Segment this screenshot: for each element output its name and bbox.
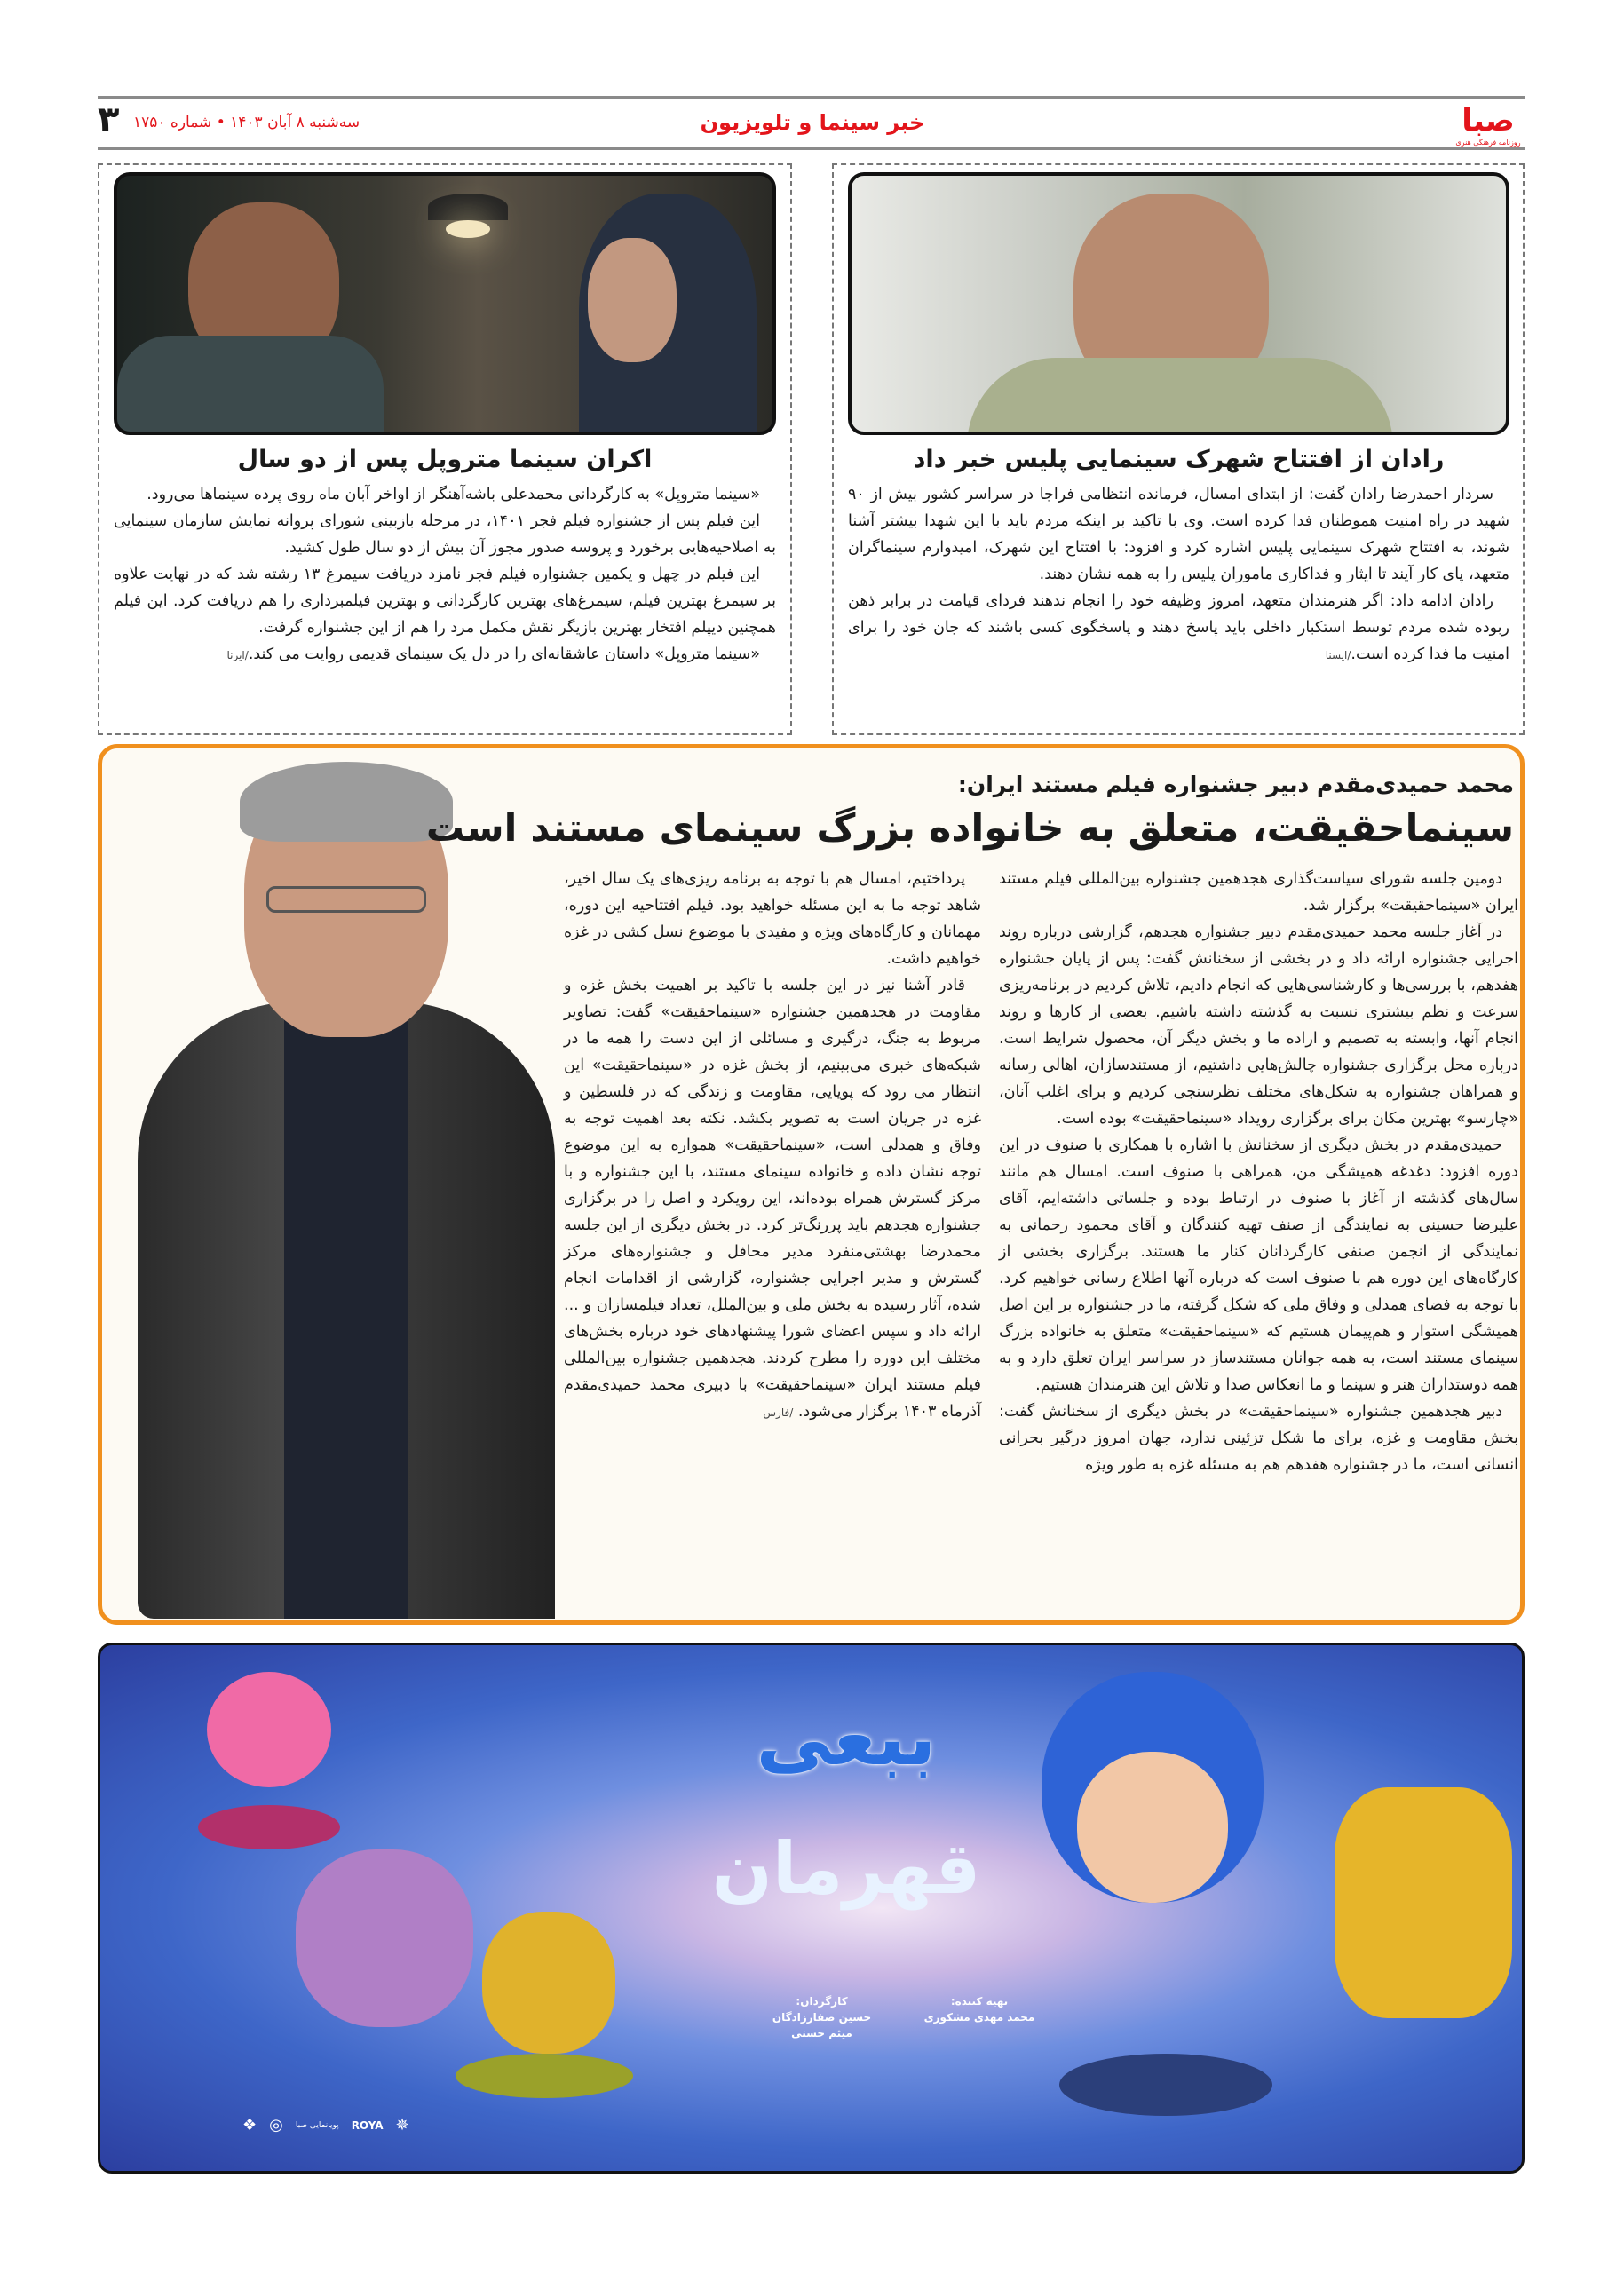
paragraph: دومین جلسه شورای سیاست‌گذاری هجدهمین جشنواره بین‌المللی فیلم مستند ایران «سینماحقیقت» برگزار شد. <box>999 870 1518 915</box>
character-purple <box>296 1849 473 2027</box>
paragraph: پرداختیم، امسال هم با توجه به برنامه ریزی‌های یک سال اخیر، شاهد توجه ما به این مسئله خواهید بود. فیلم افتتاحیه این دوره، مهمانان و کارگاه‌های ویژه و مفیدی با موضوع نسل کشی در غزه خواهیم داشت. <box>564 870 981 968</box>
photo-radan <box>848 172 1509 435</box>
paragraph: «سینما متروپل» به کارگردانی محمدعلی باشه‌آهنگر از اواخر آبان ماه روی پرده سینماها می‌رود. <box>147 486 760 503</box>
paragraph: سردار احمدرضا رادان گفت: از ابتدای امسال، فرمانده انتظامی فراجا در سراسر کشور بیش از ۹۰ شهید در راه امنیت هموطنان فدا کرده است. وی با تاکید بر اینکه مردم باید با این شهدا بیشتر آشنا شوند، به افتتاح شهرک سینمایی پلیس اشاره کرد و افزود: با افتتاح این شهرک، امیدوارم سینماگران متعهد، پای کار آیند تا ایثار و فداکاری ماموران پلیس را به همه نشان دهند. <box>848 486 1509 583</box>
paragraph: این فیلم پس از جشنواره فیلم فجر ۱۴۰۱، در مرحله بازبینی شورای پروانه نمایش سازمان سینمایی به اصلاحیه‌هایی برخورد و پروسه صدور مجوز آن بیش از دو سال طول کشید. <box>114 512 776 557</box>
poster-sponsor-logos <box>242 2116 409 2134</box>
saba-logo-text: پویانمایی صبا <box>295 2120 339 2130</box>
story-body-radan <box>848 481 1509 669</box>
poster-producer-credit <box>891 1993 1068 2025</box>
story-title-metropol: اکران سینما متروپل پس از دو سال <box>237 446 653 473</box>
character-fox <box>482 1912 615 2054</box>
header-top-rule <box>98 96 1525 99</box>
masthead-logo <box>1452 103 1525 147</box>
poster-director-credit <box>762 1993 882 2041</box>
date-issue: سه‌شنبه ۸ آبان ۱۴۰۳ • شماره ۱۷۵۰ <box>133 114 360 131</box>
main-story-frame <box>98 744 1525 1625</box>
paragraph: حمیدی‌مقدم در بخش دیگری از سخنانش با اشاره با همکاری با صنوف در این دوره افزود: دغدغه همیشگی من، همراهی با صنوف است. امسال هم مانند سال‌های گذشته از آغاز با صنوف در ارتباط بوده و جلساتی داشته‌ایم، آقای علیرضا حسینی به نمایندگی از صنف تهیه کنندگان و آقای محمود رحمانی به نمایندگی از انجمن صنفی کارگردانان کنار ما هستند. برگزاری بخشی از کارگاه‌های این دوره هم با صنوف است که درباره آنها اطلاع رسانی خواهیم کرد. با توجه به فضای همدلی و وفاق ملی که شکل گرفته، ما در جشنواره بر این اصل همیشگی استوار و هم‌پیمان هستیم که «سینماحقیقت» متعلق به خانواده بزرگ سینمای مستند است، به همه جوانان مستندساز در سراسر ایران تعلق دارد و به همه دوستداران هنر و سینما و ما انعکاس صدا و تلاش این هنرمندان هستیم. <box>999 1136 1518 1394</box>
story-title-radan: رادان از افتتاح شهرک سینمایی پلیس خبر داد <box>913 446 1445 473</box>
source-credit: /فارس <box>763 1406 794 1419</box>
character-pink <box>207 1672 331 1787</box>
main-story-column-1 <box>999 866 1518 1478</box>
photo-cinema-metropol <box>114 172 776 435</box>
paragraph: قادر آشنا نیز در این جلسه با تاکید بر اهمیت بخش غزه و مقاومت در هجدهمین جشنواره «سینماحقیقت» گفت: تصاویر مربوط به جنگ، درگیری و مسائلی از این دست را همه ما در شبکه‌های خبری می‌بینیم، از بخش غزه در «سینماحقیقت» این انتظار می رود که پویایی، مقاومت و زندگی که در فلسطین و غزه در جریان است به تصویر بکشد. نکته بعد اهمیت توجه به وفاق و همدلی است، «سینماحقیقت» همواره به این موضوع توجه نشان داده و خانواده سینمای مستند، با این جشنواره و با مرکز گسترش همراه بوده‌اند، این رویکرد و اصل را در برگزاری جشنواره هجدهم باید پررنگ‌تر کرد. در بخش دیگری از این جلسه محمدرضا بهشتی‌منفرد مدیر محافل و جشنواره‌های مرکز گسترش و مدیر اجرایی جشنواره، گزارشی از اقدامات انجام شده، آثار رسیده به بخش ملی و بین‌الملل، تعداد فیلمسازان و ... ارائه داد و سپس اعضای شورا پیشنهادهای خود درباره بخش‌های مختلف این دوره را مطرح کردند. هجدهمین جشنواره بین‌المللی فیلم مستند ایران «سینماحقیقت» با دبیری محمد حمیدی‌مقدم آذرماه ۱۴۰۳ برگزار می‌شود. <box>564 977 981 1421</box>
poster-title-line1: ببعی <box>756 1694 937 1783</box>
section-title: خبر سینما و تلویزیون <box>700 110 925 135</box>
hover-disc <box>198 1805 340 1849</box>
story-body-metropol <box>114 481 776 669</box>
header-bottom-rule <box>98 147 1525 150</box>
poster-title-line2: قهرمان <box>711 1827 981 1910</box>
main-story-kicker: محمد حمیدی‌مقدم دبیر جشنواره فیلم مستند ایران: <box>957 772 1514 797</box>
producer-label: تهیه کننده: <box>950 1995 1009 2008</box>
paragraph: این فیلم در چهل و یکمین جشنواره فیلم فجر نامزد دریافت سیمرغ ۱۳ رشته شد که در نهایت علاوه بر سیمرغ بهترین فیلم، سیمرغ‌های بهترین کارگردانی و بهترین فیلمبرداری را هم دریافت کرد. این فیلم همچنین دیپلم افتخار بهترین بازیگر نقش مکمل مرد را هم از این جشنواره گرفت. <box>114 566 776 637</box>
main-story-column-2 <box>564 866 981 1426</box>
source-credit: /ایرنا <box>226 649 249 661</box>
paragraph: «سینما متروپل» داستان عاشقانه‌ای را در دل یک سینمای قدیمی روایت می کند. <box>248 645 760 663</box>
director-name: حسین صفارزادگان <box>772 2011 872 2024</box>
main-story-title: سینماحقیقت، متعلق به خانواده بزرگ سینمای مستند است <box>425 806 1514 851</box>
logo-text: صبا <box>1462 103 1515 139</box>
source-credit: /ایسنا <box>1325 649 1351 661</box>
sponsor-logo-icon: ❖ <box>242 2116 257 2134</box>
saba-spiral-logo-icon: ◎ <box>269 2116 283 2134</box>
roya-logo: ROYA <box>351 2119 384 2132</box>
paragraph: دبیر هجدهمین جشنواره «سینماحقیقت» در بخش دیگری از سخنانش گفت: بخش مقاومت و غزه، برای ما شکل تزئینی ندارد، جهان امروز درگیر بحرانی انسانی است، ما در جشنواره هفدهم هم به مسئله غزه به طور ویژه <box>999 1403 1518 1474</box>
animation-poster-babaei-ghahreman <box>98 1643 1525 2174</box>
paragraph: در آغاز جلسه محمد حمیدی‌مقدم دبیر جشنواره هجدهم، گزارشی درباره روند اجرایی جشنواره ارائه داد و در بخشی از سخنانش گفت: پس از پایان جشنواره هفدهم، با بررسی‌ها و کارشناسی‌هایی که انجام دادیم، تلاش کردیم در برنامه‌ریزی سرعت و نظم بیشتری نسبت به گذشته داشته باشیم. بعضی از کارها و روند انجام آنها، وابسته به تصمیم و اراده ما و بخش دیگر آن، محصول شرایط است. درباره محل برگزاری جشنواره چالش‌هایی داشتیم، از مستندسازان، اهالی رسانه و همراهان جشنواره به شکل‌های مختلف نظرسنجی کردیم و برای اغلب آنان، «چارسو» بهترین مکان برای برگزاری رویداد «سینماحقیقت» بوده است. <box>999 923 1518 1128</box>
vehicle-yellow <box>1335 1787 1512 2018</box>
director-name: میثم حسنی <box>791 2027 852 2039</box>
page-number: ۳ <box>98 99 120 140</box>
director-label: کارگردان: <box>796 1995 848 2008</box>
hover-disc <box>1059 2054 1272 2116</box>
hover-disc <box>456 2054 633 2098</box>
character-face <box>1077 1752 1228 1903</box>
producer-name: محمد مهدی مشکوری <box>923 2011 1035 2024</box>
paragraph: رادان ادامه داد: اگر هنرمندان متعهد، امروز وظیفه خود را انجام ندهند فردای قیامت در برابر ذهن ربوده شده مردم توسط استکبار داخلی باید پاسخ دهند و پاسخگوی کسی باشند که جان خود را برای امنیت ما فدا کرده است. <box>848 592 1509 663</box>
photo-hamidi-moghaddam <box>138 753 555 1619</box>
logo-subtitle: روزنامه فرهنگی هنری <box>1455 139 1521 147</box>
sponsor-emblem-icon: ✵ <box>395 2116 409 2134</box>
